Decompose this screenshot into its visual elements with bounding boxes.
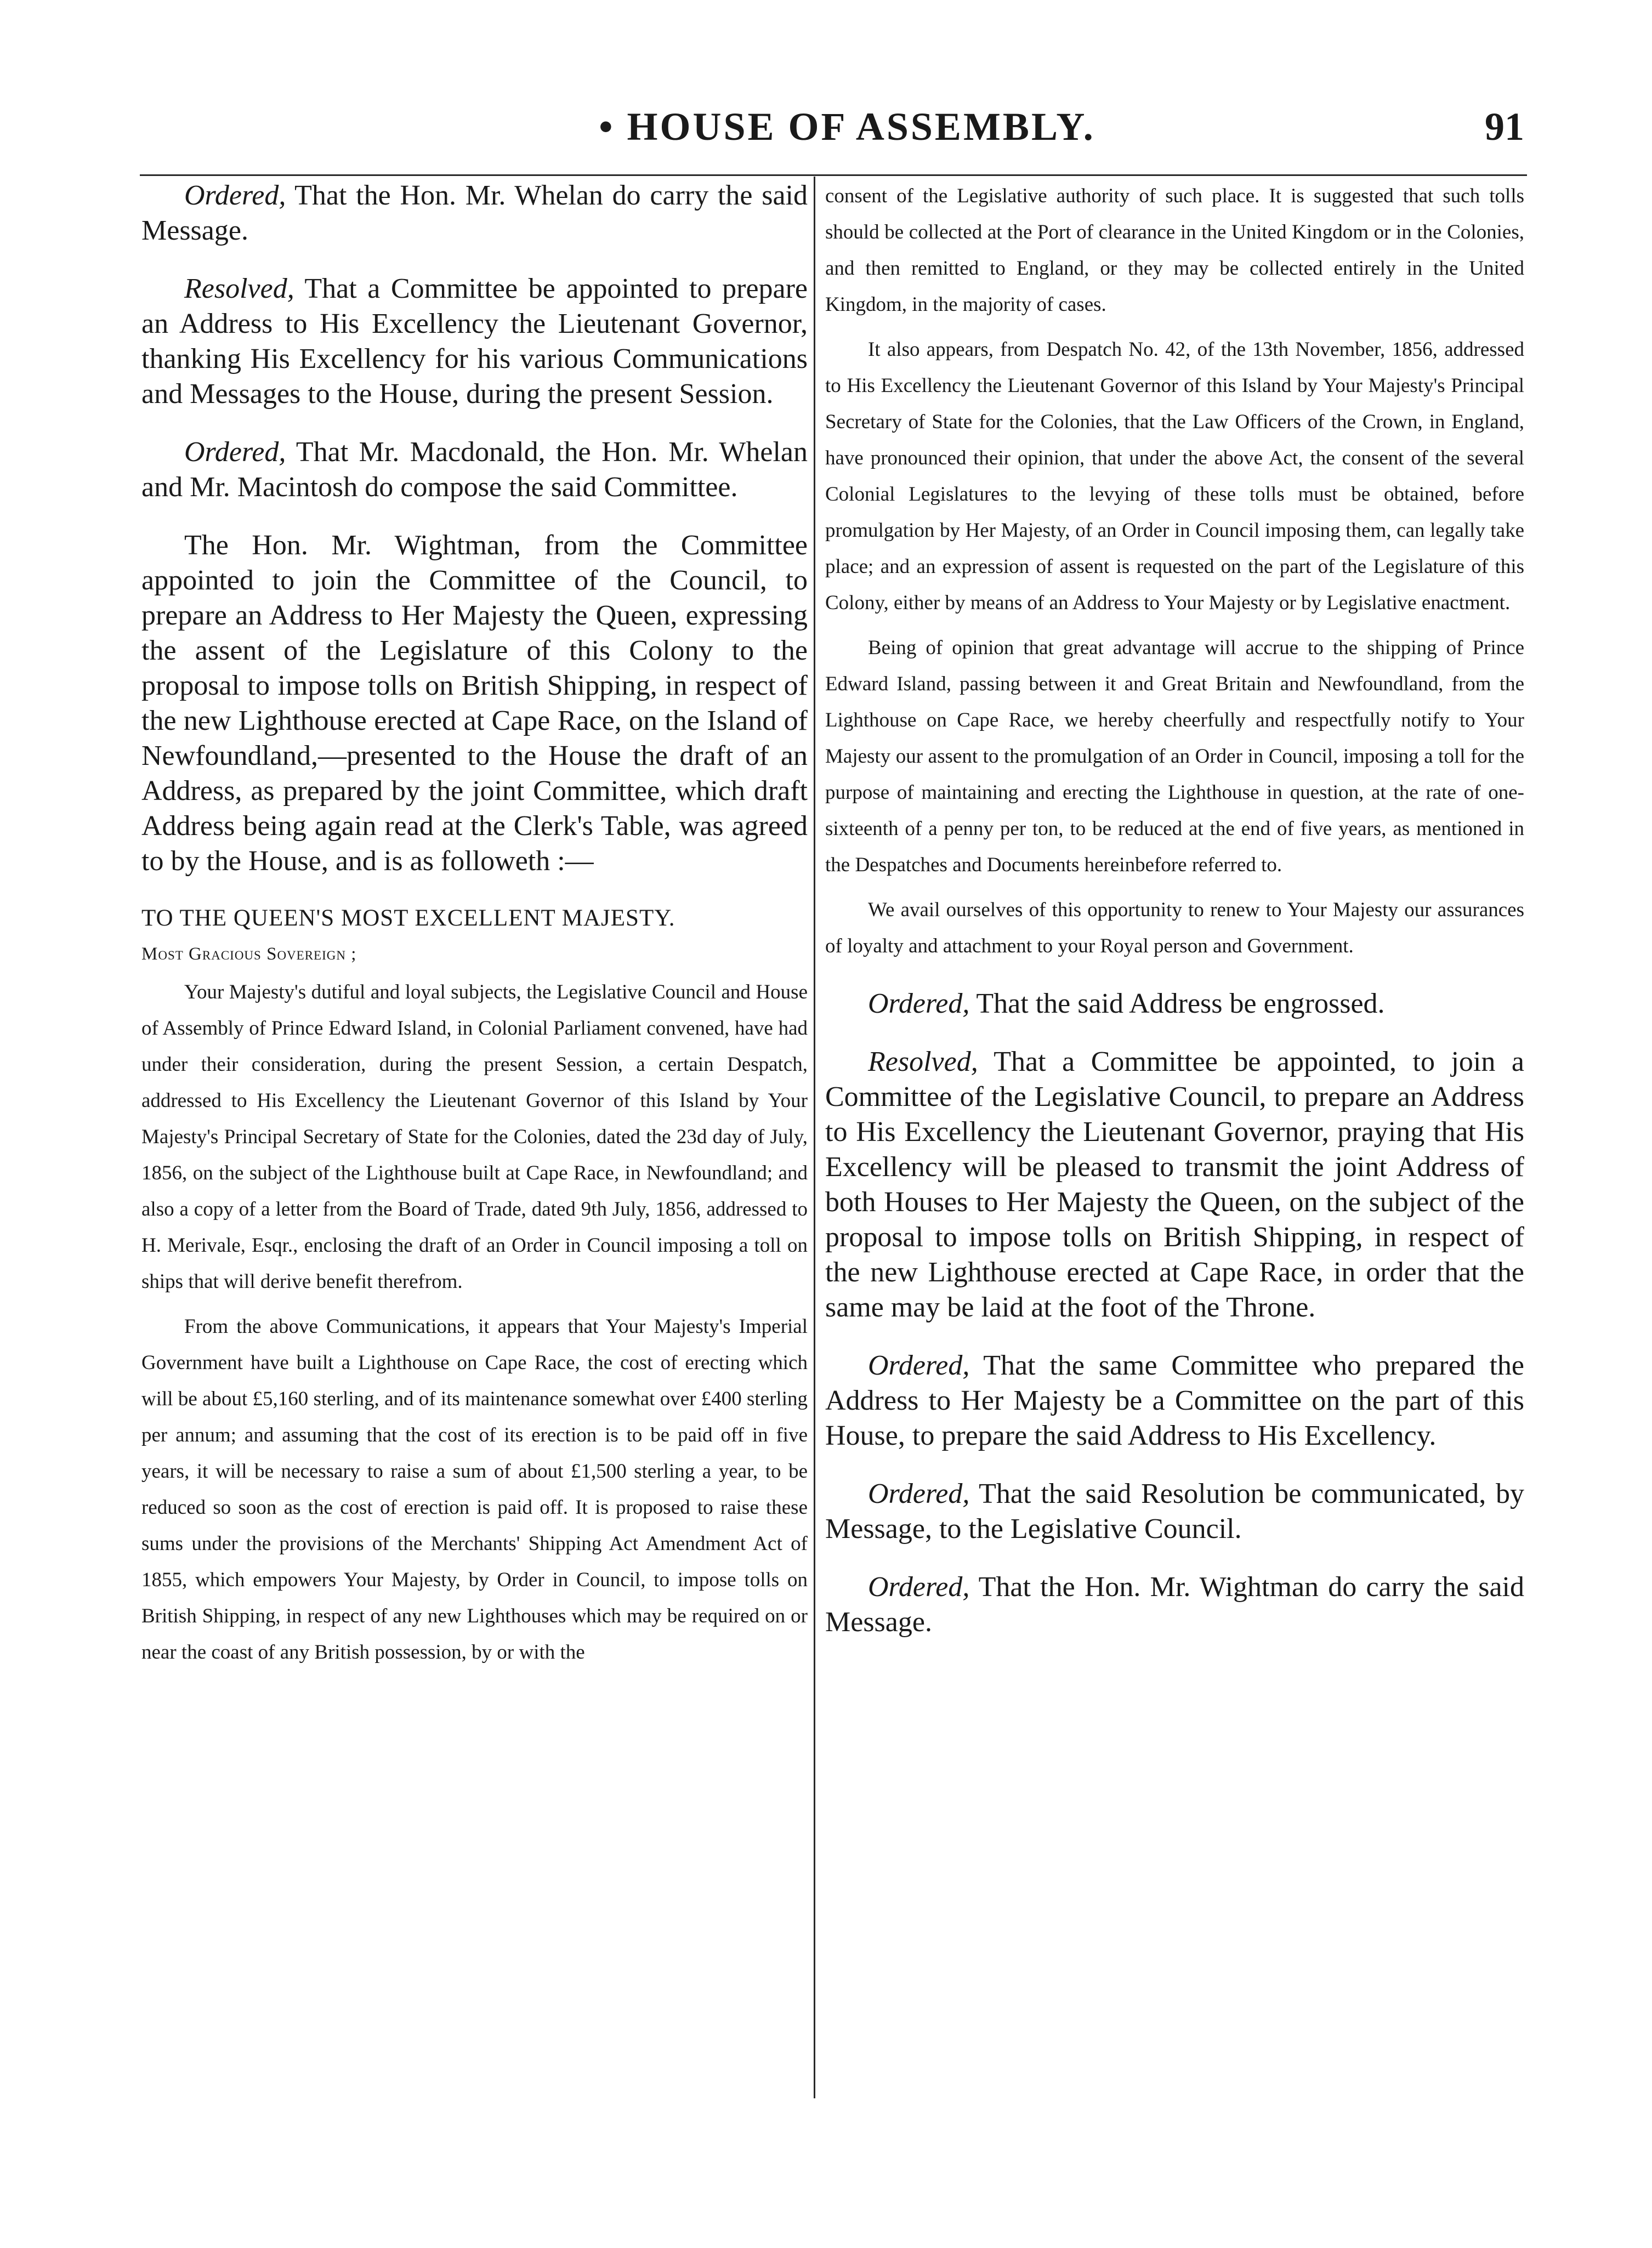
header-title: • HOUSE OF ASSEMBLY. (599, 105, 1095, 149)
order-compose-committee: Ordered, That Mr. Macdonald, the Hon. Mr. Whelan and Mr. Macintosh do compose the said Committee. (141, 436, 808, 503)
right-column (825, 178, 1524, 1663)
column-divider (814, 177, 815, 2098)
address-paragraph: We avail ourselves of this opportunity to renew to Your Majesty our assurances of loyalty and attachment to your Royal person and Government. (825, 899, 1524, 957)
order-same-committee: Ordered, That the same Committee who prepared the Address to Her Majesty be a Committee on the part of this House, to prepare the said Address to His Excellency. (825, 1350, 1524, 1451)
address-paragraph: consent of the Legislative authority of such place. It is suggested that such tolls should be collected at the Port of clearance in the United Kingdom or in the Colonies, and then remitted to England, or they may be collected entirely in the United Kingdom, in the majority of cases. (825, 185, 1524, 316)
address-paragraph: It also appears, from Despatch No. 42, of the 13th November, 1856, addressed to His Excellency the Lieutenant Governor of this Island by Your Majesty's Principal Secretary of State for the Colonies, that the Law Officers of the Crown, in England, have pronounced their opinion, that under the above Act, the consent of the several Colonial Legislatures to the levying of these tolls must be obtained, before promulgation by Her Majesty, of an Order in Council imposing them, can legally take place; and an expression of assent is requested on the part of the Legislature of this Colony, either by means of an Address to Your Majesty or by Legislative enactment. (825, 338, 1524, 614)
page-number: 91 (1485, 105, 1524, 149)
order-wightman-carry: Ordered, That the Hon. Mr. Wightman do carry the said Message. (825, 1571, 1524, 1638)
address-paragraph: Being of opinion that great advantage will accrue to the shipping of Prince Edward Island, passing between it and Great Britain and Newfoundland, from the Lighthouse on Cape Race, we hereby cheerfully and respectfully notify to Your Majesty our assent to the promulgation of an Order in Council, imposing a toll for the purpose of maintaining and erecting the Lighthouse in question, at the rate of one-sixteenth of a penny per ton, to be reduced at the end of five years, as mentioned in the Despatches and Documents hereinbefore referred to. (825, 637, 1524, 876)
order-engrossed: Ordered, That the said Address be engrossed. (868, 988, 1385, 1019)
order-communicate-resolution: Ordered, That the said Resolution be communicated, by Message, to the Legislative Council. (825, 1478, 1524, 1545)
resolution-thanks-committee: Resolved, That a Committee be appointed to prepare an Address to His Excellency the Lieutenant Governor, thanking His Excellency for his various Communications and Messages to the House, during the present Session. (141, 273, 808, 410)
header-rule (140, 174, 1527, 176)
address-salutation: Most Gracious Sovereign ; (141, 944, 357, 964)
order-carry-message: Ordered, That the Hon. Mr. Whelan do carry the said Message. (141, 180, 808, 246)
resolution-joint-committee: Resolved, That a Committee be appointed, to join a Committee of the Legislative Council, to prepare an Address to His Excellency the Lieutenant Governor, praying that His Excellency will be pleased to transmit the joint Address of both Houses to Her Majesty the Queen, on the subject of the proposal to impose tolls on British Shipping, in respect of the new Lighthouse erected at Cape Race, in order that the same may be laid at the foot of the Throne. (825, 1046, 1524, 1323)
left-column (141, 178, 808, 1679)
page-header (170, 104, 1524, 164)
address-paragraph: Your Majesty's dutiful and loyal subjects, the Legislative Council and House of Assembly of Prince Edward Island, in Colonial Parliament convened, have had under their consideration, during the present Session, a certain Despatch, addressed to His Excellency the Lieutenant Governor of this Island by Your Majesty's Principal Secretary of State for the Colonies, dated the 23d day of July, 1856, on the subject of the Lighthouse built at Cape Race, in Newfoundland; and also a copy of a letter from the Board of Trade, dated 9th July, 1856, addressed to H. Merivale, Esqr., enclosing the draft of an Order in Council imposing a toll on ships that will derive benefit therefrom. (141, 981, 808, 1293)
address-heading: TO THE QUEEN'S MOST EXCELLENT MAJESTY. (141, 905, 675, 931)
address-paragraph: From the above Communications, it appears that Your Majesty's Imperial Government have built a Lighthouse on Cape Race, the cost of erecting which will be about £5,160 sterling, and of its maintenance somewhat over £400 sterling per annum; and assuming that the cost of its erection is to be paid off in five years, it will be necessary to raise a sum of about £1,500 sterling a year, to be reduced so soon as the cost of erection is paid off. It is proposed to raise these sums under the provisions of the Merchants' Shipping Act Amendment Act of 1855, which empowers Your Majesty, by Order in Council, to impose tolls on British Shipping, in respect of any new Lighthouses which may be required on or near the coast of any British possession, by or with the (141, 1315, 808, 1664)
committee-report-paragraph: The Hon. Mr. Wightman, from the Committee appointed to join the Committee of the Council, to prepare an Address to Her Majesty the Queen, expressing the assent of the Legislature of this Colony to the proposal to impose tolls on British Shipping, in respect of the new Lighthouse erected at Cape Race, on the Island of Newfoundland,—presented to the House the draft of an Address, as prepared by the joint Committee, which draft Address being again read at the Clerk's Table, was agreed to by the House, and is as followeth :— (141, 530, 808, 877)
